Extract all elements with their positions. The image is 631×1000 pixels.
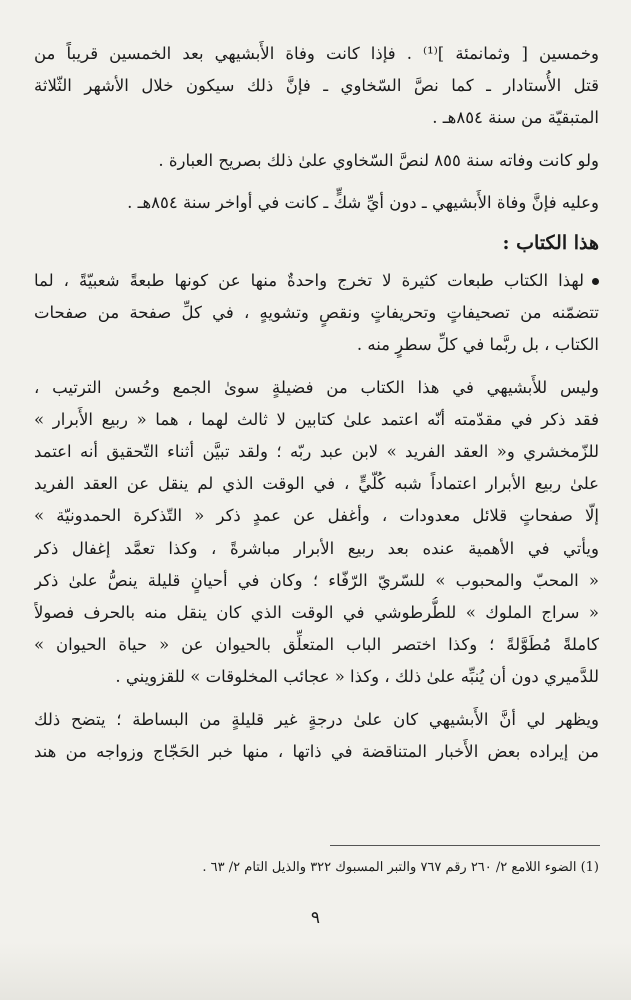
text-line: للزّمخشري و« العقد الفريد » لابن عبد ربّه ؛ ولقد تبيَّن أثناء التّحقيق أنه اعتمد <box>34 442 599 462</box>
text-line: « سراج الملوك » للطُّرطوشي في الوقت الذي كان ينقل منه بالحرف فصولاً <box>34 603 599 623</box>
paragraph-editions <box>34 265 599 362</box>
paragraph-conclusion <box>34 187 599 219</box>
text-line: وعليه فإنَّ وفاة الأَبشيهي ـ دون أيِّ شكٍّ ـ كانت في أواخر سنة ٨٥٤هـ . <box>127 192 599 212</box>
text-line: « المحبّ والمحبوب » للسّريّ الرّفّاء ؛ وكان في أحيانٍ قليلة ينصُّ علىٰ ذكر <box>34 570 599 590</box>
paragraph-simplicity <box>34 704 599 768</box>
text-line: المتبقيّة من سنة ٨٥٤هـ . <box>432 108 599 128</box>
text-line: علىٰ ربيع الأبرار اعتماداً شبه كُلّيٍّ ، في الوقت الذي لم ينقل عن العقد الفريد <box>34 474 599 494</box>
text-line <box>34 265 599 297</box>
page-number: ٩ <box>310 908 321 928</box>
paragraph-death-date <box>34 38 599 135</box>
text-line: وليس للأَبشيهي في هذا الكتاب من فضيلةٍ سوىٰ الجمع وحُسن الترتيب ، <box>34 377 599 397</box>
text-line: وخمسين [ وثمانمئة ]⁽¹⁾ . فإذا كانت وفاة الأَبشيهي بعد الخمسين قريباً من <box>34 44 599 63</box>
bullet-icon <box>592 278 599 285</box>
footnote-divider <box>330 845 600 846</box>
text-line: إلّا صفحاتٍ قلائل معدودات ، وأغفل عن عمدٍ ذكر « التّذكرة الحمدونيّة » <box>34 506 599 526</box>
text-line: تتضمّنه من تصحيفاتٍ وتحريفاتٍ ونقصٍ وتشويهٍ ، في كلِّ صفحة من صفحات <box>34 303 599 323</box>
text-line: ويظهر لي أنَّ الأَبشيهي كان علىٰ درجةٍ غير قليلةٍ من البساطة ؛ يتضح ذلك <box>34 709 599 729</box>
page-body <box>34 38 599 768</box>
text-line: فقد ذكر في مقدّمته أنّه اعتمد علىٰ كتابين لا ثالث لهما ، هما « ربيع الأَبرار » <box>34 409 599 429</box>
text-line-content: لهذا الكتاب طبعات كثيرة لا تخرج واحدةٌ منها عن كونها طبعةً شعبيّةً ، لما <box>34 271 584 291</box>
text-line: كاملةً مُطَوَّلةً ؛ وكذا اختصر الباب المتعلِّق بالحيوان عن « حياة الحيوان » <box>34 635 599 655</box>
text-line: ويأتي في الأهمية عنده بعد ربيع الأبرار مباشرةً ، وكذا تعمَّد إغفال ذكر <box>34 538 599 558</box>
text-line: للدَّميري دون أن يُنبِّه علىٰ ذلك ، وكذا « عجائب المخلوقات » للقزويني . <box>115 667 599 687</box>
paragraph-sources <box>34 372 599 694</box>
footnote: (1) الضوء اللامع ٢/ ٢٦٠ رقم ٧٦٧ والتبر المسبوك ٣٢٢ والذيل التام ٢/ ٦٣ . <box>202 860 599 875</box>
text-line: قتل الأُستادار ـ كما نصَّ السّخاوي ـ فإنَّ ذلك سيكون خلال الأشهر الثّلاثة <box>34 76 599 96</box>
text-line: الكتاب ، بل ربَّما في كلِّ سطرٍ منه . <box>356 335 599 355</box>
page-edge-shadow <box>0 942 631 1000</box>
text-line: من إيراده بعض الأَخبار المتناقضة في ذاتها ، منها خبر الحَجّاج وزواجه من هند <box>34 741 599 761</box>
paragraph-855 <box>34 145 599 177</box>
section-heading: هذا الكتاب : <box>502 232 599 255</box>
text-line: ولو كانت وفاته سنة ٨٥٥ لنصَّ السّخاوي علىٰ ذلك بصريح العبارة . <box>158 150 599 170</box>
